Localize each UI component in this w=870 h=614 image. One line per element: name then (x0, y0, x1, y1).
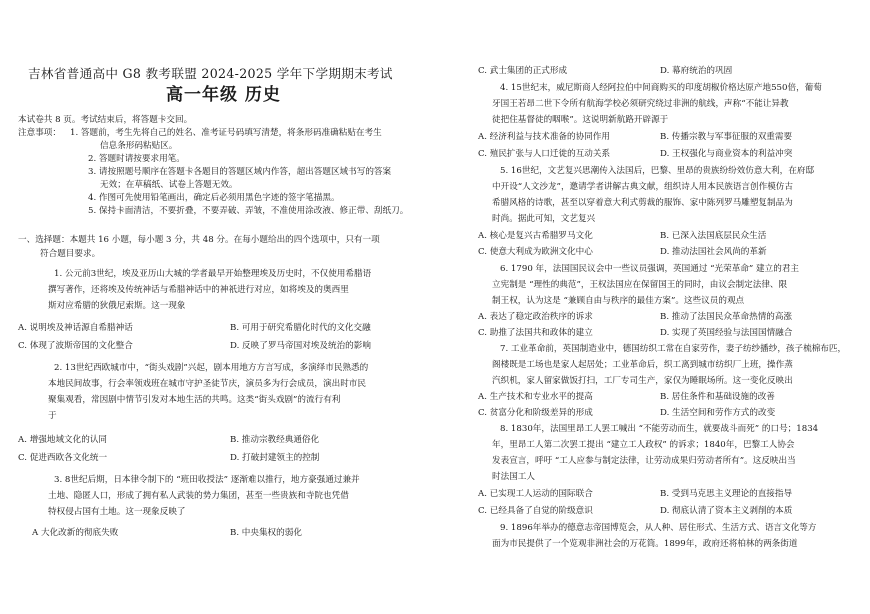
question-2-text: 2. 13世纪西欧城市中，“街头戏剧”兴起，剧本用地方方言写成，多演绎市民熟悉的 (54, 363, 369, 373)
question-7-option-c[interactable]: C. 贫富分化和阶级差异的形成 (478, 408, 593, 418)
exam-subtitle: 高一年级 历史 (166, 85, 281, 105)
question-3-text: 3. 8世纪后期，日本律令制下的 “班田收授法” 逐渐难以推行，地方豪强通过兼并 (54, 475, 360, 485)
question-3-option-b[interactable]: B. 中央集权的弱化 (230, 528, 302, 538)
question-8-text: 发表宣言，呼吁 “工人应参与制定法律，让劳动成果归劳动者所有”。这反映出当 (492, 456, 796, 466)
notice-item: 2. 答题时请按要求用笔。 (88, 154, 185, 164)
question-2-option-c[interactable]: C. 促进西欧各文化统一 (18, 453, 108, 463)
question-7-option-a[interactable]: A. 生产技术和专业水平的提高 (478, 392, 593, 402)
question-6-option-a[interactable]: A. 表达了稳定政治秩序的诉求 (478, 312, 593, 322)
question-1-option-d[interactable]: D. 反映了罗马帝国对埃及统治的影响 (230, 341, 371, 351)
question-9-text: 面为市民提供了一个览观非洲社会的万花筒。1899年，政府还将柏林的两条街道 (492, 539, 798, 549)
exam-title: 吉林省普通高中 G8 教考联盟 2024-2025 学年下学期期末考试 (28, 66, 393, 81)
question-3-option-a[interactable]: A 大化改新的彻底失败 (32, 528, 119, 538)
question-5-option-d[interactable]: D. 推动法国社会风尚的革新 (660, 247, 767, 257)
question-6-text: 立宪制是 “理性的典范”，王权法国应在保留国王的同时，由议会制定法律、限 (492, 280, 788, 290)
notice-label: 注意事项： (18, 128, 61, 138)
question-3-option-c[interactable]: C. 武士集团的正式形成 (478, 66, 568, 76)
question-7-text: 汽织机，家人留家做饭打扫，工厂专司生产，家仅为睡眠场所。这一变化反映出 (492, 376, 793, 386)
question-8-option-d[interactable]: D. 彻底认清了资本主义剥削的本质 (660, 506, 793, 516)
question-5-text: 希腊风格的诗歌，甚至以穿着意大利式剪裁的服饰、家中陈列罗马雕塑复制品为 (492, 198, 793, 208)
question-2-text: 本地民间故事，行会率领戏班在城市守护圣徒节庆，演员多为行会成员，演出时市民 (48, 379, 366, 389)
question-4-option-d[interactable]: D. 王权强化与商业资本的利益冲突 (660, 149, 793, 159)
question-2-option-b[interactable]: B. 推动宗教经典通俗化 (230, 435, 320, 445)
question-1-text: 斯对应希腊的狄俄尼索斯。这一现象 (48, 301, 186, 311)
notice-item: 信息条形码粘贴区。 (100, 141, 178, 151)
notice-item: 4. 作图可先使用铅笔画出，确定后必须用黑色字迹的签字笔描黑。 (88, 193, 340, 203)
question-6-option-d[interactable]: D. 实现了英国经验与法国国情融合 (660, 328, 793, 338)
question-8-option-b[interactable]: B. 受到马克思主义理论的直接指导 (660, 489, 793, 499)
question-7-option-d[interactable]: D. 生活空间和劳作方式的改变 (660, 408, 776, 418)
question-8-option-c[interactable]: C. 已经具备了自觉的阶级意识 (478, 506, 593, 516)
question-8-text: 时法国工人 (492, 472, 535, 482)
question-2-option-a[interactable]: A. 增强地域文化的认同 (18, 435, 108, 445)
question-1-option-a[interactable]: A. 说明埃及神话源自希腊神话 (18, 323, 133, 333)
question-6-text: 制王权，认为这是 “兼顾自由与秩序的最佳方案”。这些议员的观点 (492, 296, 745, 306)
notice-item: 5. 保持卡面清洁，不要折叠，不要弄破、弄皱，不准使用涂改液、修正带、刮纸刀。 (88, 206, 409, 216)
section-heading: 一、选择题：本题共 16 小题，每小题 3 分，共 48 分。在每小题给出的四个选项中，只有一项 (18, 235, 380, 245)
question-2-text: 聚集观看，常因剧中情节引发对本地生活的共鸣。这类“街头戏剧”的流行有利 (48, 395, 341, 405)
question-6-option-c[interactable]: C. 助推了法国共和政体的建立 (478, 328, 593, 338)
question-5-text: 时尚。据此可知，文艺复兴 (492, 214, 596, 224)
question-6-text: 6. 1790 年，法国国民议会中一些议员强调，英国通过 “光荣革命” 建立的君主 (500, 264, 800, 274)
question-3-text: 特权侵占国有土地。这一现象反映了 (48, 507, 186, 517)
question-6-option-b[interactable]: B. 推动了法国民众革命热情的高涨 (660, 312, 793, 322)
question-4-option-a[interactable]: A. 经济利益与技术准备的协同作用 (478, 132, 610, 142)
question-5-option-b[interactable]: B. 已深入法国底层民众生活 (660, 231, 767, 241)
question-5-text: 5. 16世纪，文艺复兴思潮传入法国后，巴黎、里昂的贵族纷纷效仿意大利，在府邸 (500, 166, 815, 176)
question-4-option-c[interactable]: C. 殖民扩张与人口迁徙的互动关系 (478, 149, 611, 159)
notice-item: 3. 请按照题号顺序在答题卡各题目的答题区域内作答，超出答题区域书写的答案 (88, 167, 392, 177)
question-3-option-d[interactable]: D. 幕府统治的巩固 (660, 66, 733, 76)
notice-item: 无效；在草稿纸、试卷上答题无效。 (100, 180, 238, 190)
question-4-option-b[interactable]: B. 传播宗教与军事征服的双重需要 (660, 132, 793, 142)
question-1-option-c[interactable]: C. 体现了波斯帝国的文化整合 (18, 341, 133, 351)
question-4-text: 牙国王若昂二世下令所有航海学校必须研究绕过非洲的航线，声称“不能让异教 (492, 99, 789, 109)
question-2-text: 于 (48, 411, 57, 421)
notice-intro: 本试卷共 8 页。考试结束后，将答题卡交回。 (18, 115, 193, 125)
question-7-text: 阁楼既是工场也是家人起居处；工业革命后，织工离到城市纺织厂上班，操作蒸 (492, 360, 793, 370)
column-gap (440, 0, 441, 614)
question-8-text: 年，里昂工人第二次罢工提出 “建立工人政权” 的诉求；1840年，巴黎工人协会 (492, 440, 795, 450)
question-7-text: 7. 工业革命前，英国制造业中，德国纺织工常在自家劳作，妻子纺纱播纱，孩子梳棉布匹， (500, 344, 847, 354)
question-3-text: 土地、隐匿人口，形成了拥有私人武装的势力集团，甚至一些贵族和寺院也凭借 (48, 491, 349, 501)
question-5-text: 中开设“人文沙龙”，邀请学者讲解古典文献，组织诗人用本民族语言创作模仿古 (492, 182, 793, 192)
question-8-text: 8. 1830年，法国里昂工人罢工喊出 “不能劳动而生，就要战斗而死” 的口号；1834 (500, 424, 819, 434)
notice-item: 1. 答题前，考生先将自己的姓名、准考证号码填写清楚，将条形码准确粘贴在考生 (70, 128, 382, 138)
question-7-option-b[interactable]: B. 居住条件和基础设施的改善 (660, 392, 775, 402)
section-heading-cont: 符合题目要求。 (40, 249, 101, 259)
question-9-text: 9. 1896年举办的德意志帝国博览会，从人种、居住形式、生活方式、语言文化等方 (500, 523, 817, 533)
question-5-option-a[interactable]: A. 核心是复兴古希腊罗马文化 (478, 231, 593, 241)
question-5-option-c[interactable]: C. 使意大利成为欧洲文化中心 (478, 247, 593, 257)
question-2-option-d[interactable]: D. 打破封建领主的控制 (230, 453, 320, 463)
question-1-text: 1. 公元前3世纪，埃及亚历山大城的学者最早开始整理埃及历史时，不仅使用希腊语 (54, 269, 372, 279)
question-4-text: 徒把住基督徒的咽喉”。这说明新航路开辟源于 (492, 115, 669, 125)
question-8-option-a[interactable]: A. 已实现工人运动的国际联合 (478, 489, 593, 499)
question-4-text: 4. 15世纪末，威尼斯商人经阿拉伯中间商购买的印度胡椒价格达原产地550倍，葡萄 (500, 83, 822, 93)
question-1-option-b[interactable]: B. 可用于研究希腊化时代的文化交融 (230, 323, 371, 333)
question-1-text: 撰写著作，还将埃及传统神话与希腊神话中的神祇进行对应，如将埃及的奥西里 (48, 285, 349, 295)
